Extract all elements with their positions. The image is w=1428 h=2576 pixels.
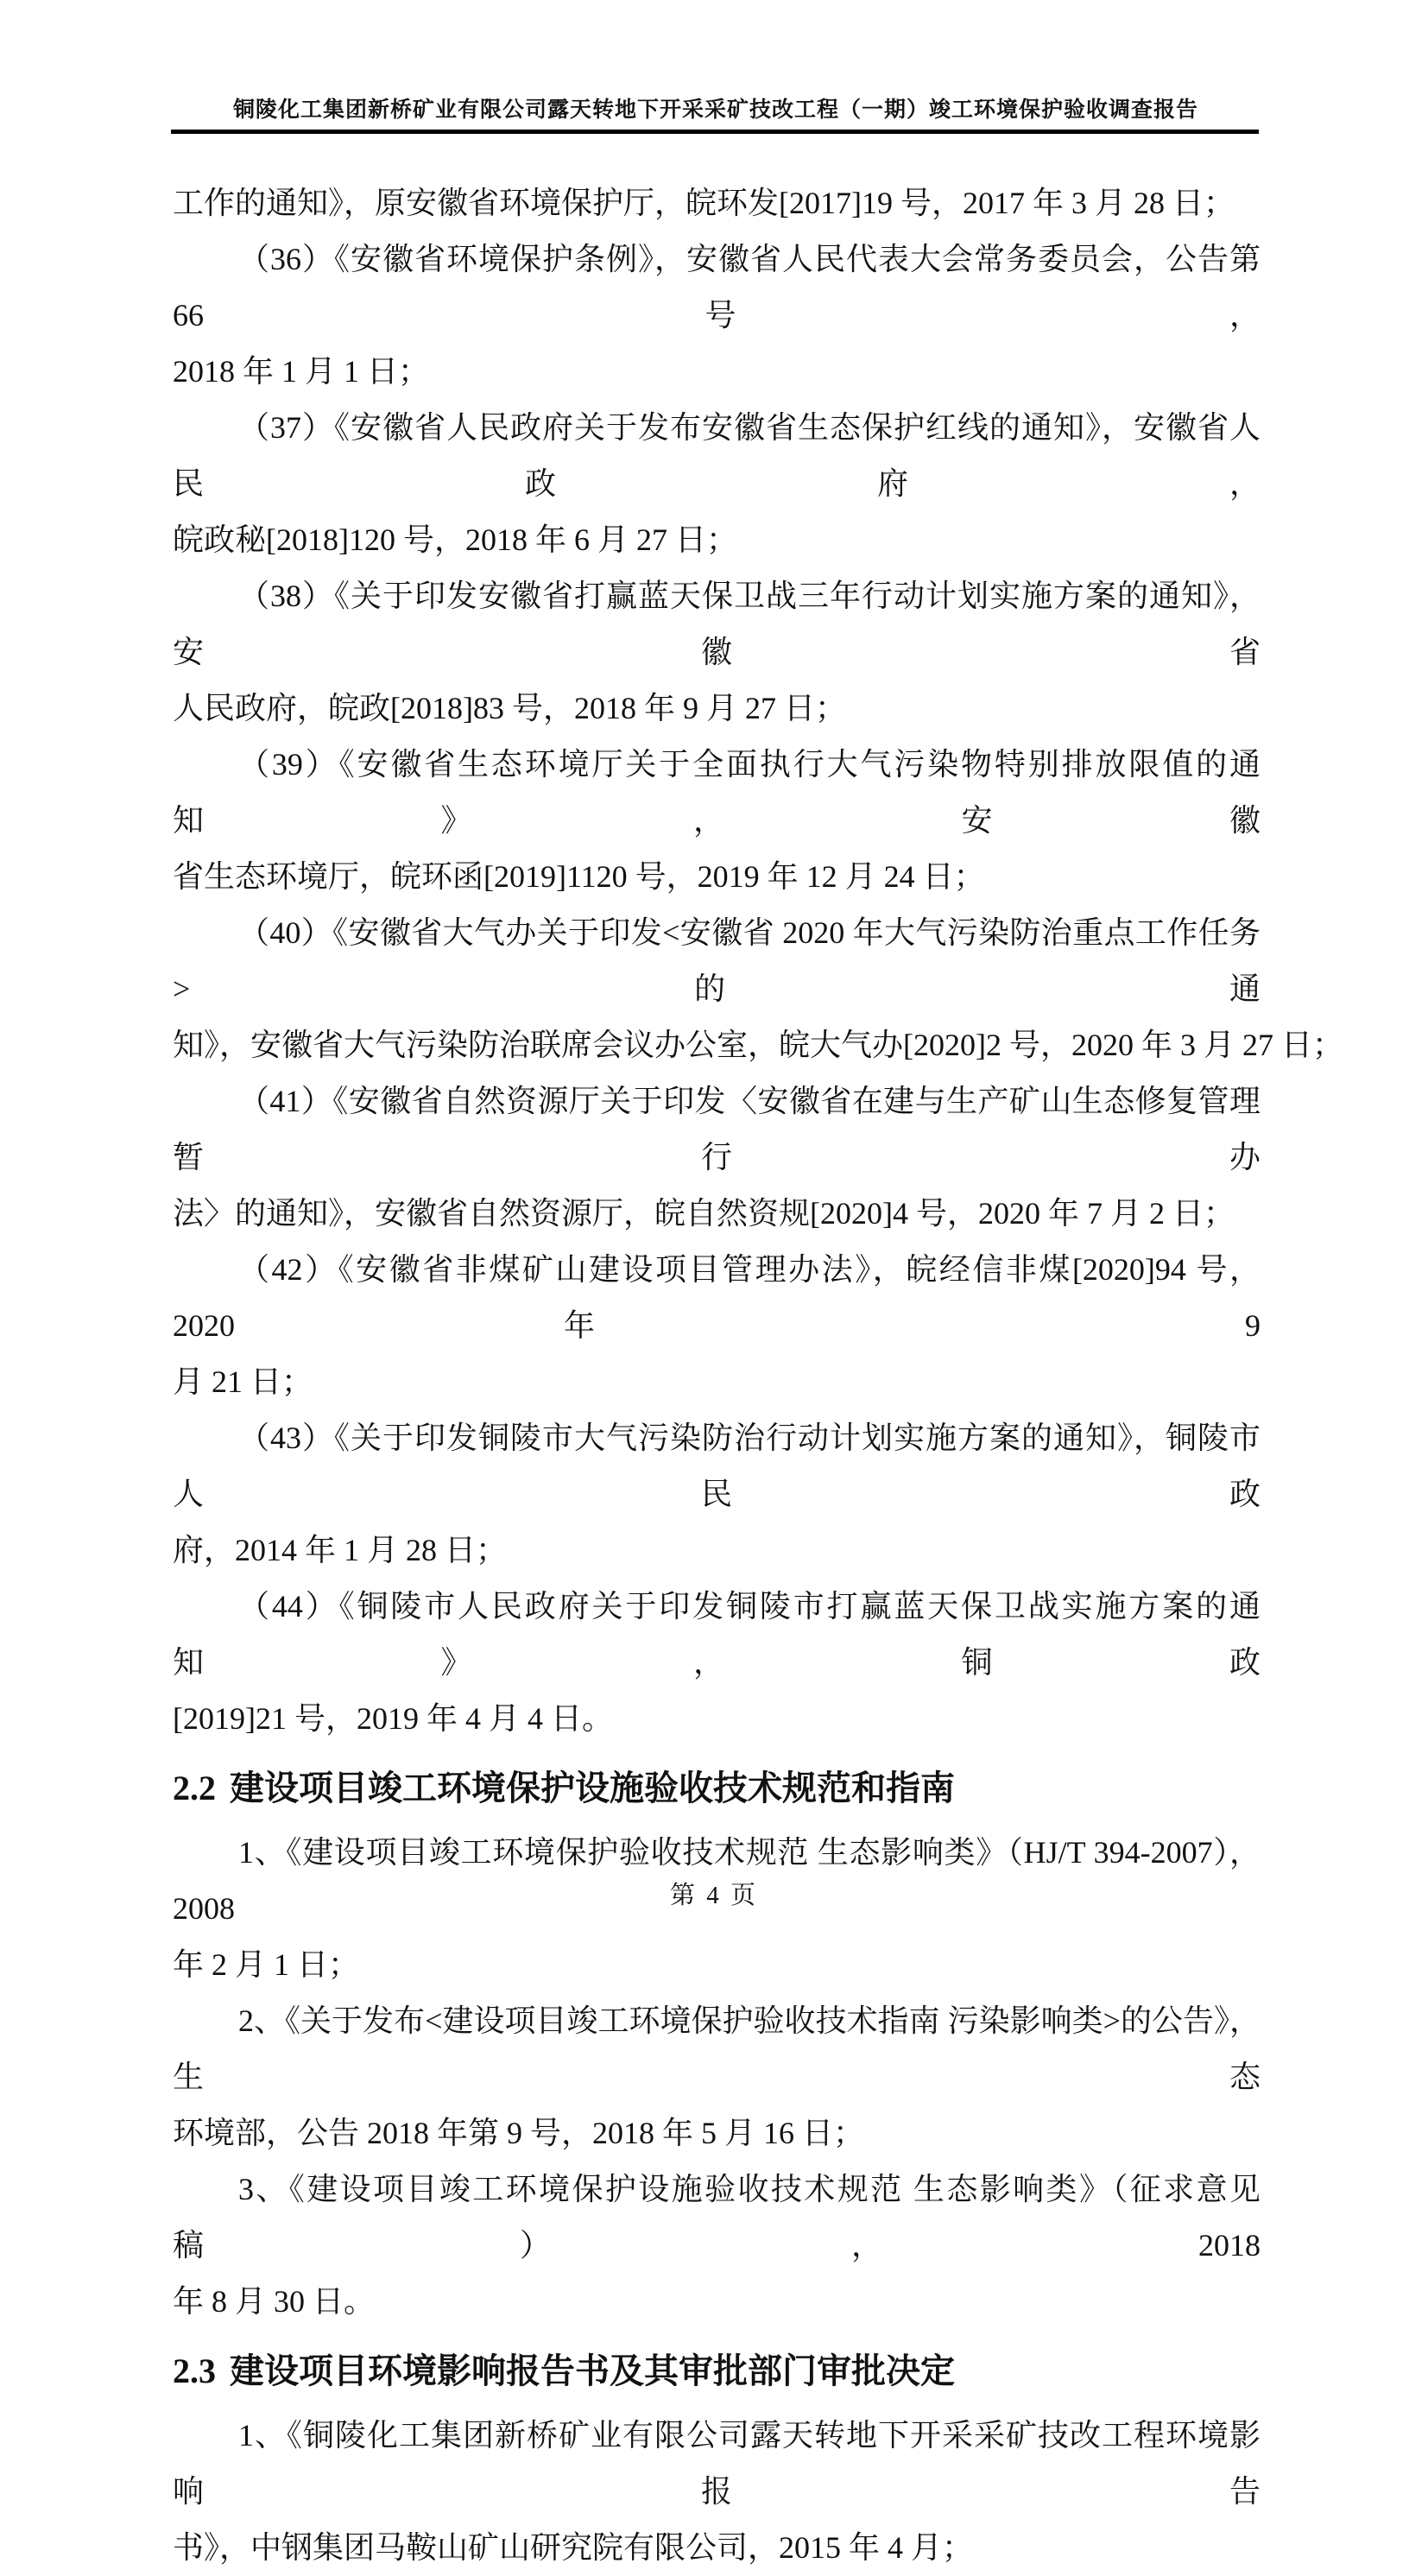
body-line: 1、《铜陵化工集团新桥矿业有限公司露天转地下开采采矿技改工程环境影响报告	[173, 2418, 1261, 2509]
body-line: 环境部，公告 2018 年第 9 号，2018 年 5 月 16 日；	[173, 2116, 865, 2150]
body-line: 书》，中钢集团马鞍山矿山研究院有限公司，2015 年 4 月；	[173, 2530, 974, 2565]
body-line: 月 21 日；	[173, 1364, 313, 1399]
body-line: 皖政秘[2018]120 号，2018 年 6 月 27 日；	[173, 522, 737, 557]
body-line: 3、《建设项目竣工环境保护设施验收技术规范 生态影响类》（征求意见稿），2018	[173, 2172, 1261, 2263]
section-number: 2.3	[173, 2351, 216, 2390]
document-body	[173, 175, 1343, 2576]
page-header-title: 铜陵化工集团新桥矿业有限公司露天转地下开采采矿技改工程（一期）竣工环境保护验收调查报告	[232, 98, 1198, 122]
body-line: （40）《安徽省大气办关于印发<安徽省 2020 年大气污染防治重点工作任务>的通	[173, 915, 1261, 1006]
body-line: （42）《安徽省非煤矿山建设项目管理办法》，皖经信非煤[2020]94 号，2020 年 9	[173, 1252, 1261, 1343]
body-line: 法〉的通知》，安徽省自然资源厅，皖自然资规[2020]4 号，2020 年 7 月 2 日；	[173, 1196, 1235, 1231]
body-line: （36）《安徽省环境保护条例》，安徽省人民代表大会常务委员会，公告第 66 号，	[173, 242, 1261, 332]
body-line: 2、《关于发布<建设项目竣工环境保护验收技术指南 污染影响类>的公告》，生态	[173, 2003, 1261, 2094]
body-line: 省生态环境厅，皖环函[2019]1120 号，2019 年 12 月 24 日；	[173, 859, 985, 894]
body-line: （43）《关于印发铜陵市大气污染防治行动计划实施方案的通知》，铜陵市人民政	[173, 1421, 1261, 1511]
body-line: 1、《建设项目竣工环境保护验收技术规范 生态影响类》（HJ/T 394-2007），2008	[173, 1835, 1261, 1926]
body-line: [2019]21 号，2019 年 4 月 4 日。	[173, 1701, 613, 1736]
section-title: 建设项目竣工环境保护设施验收技术规范和指南	[230, 1769, 955, 1807]
section-heading-2-3	[173, 2342, 1261, 2401]
page-number-footer: 第 4 页	[669, 1882, 758, 1909]
section-number: 2.2	[173, 1769, 216, 1807]
body-line: 工作的通知》，原安徽省环境保护厅，皖环发[2017]19 号，2017 年 3 月 28 日；	[173, 186, 1235, 220]
body-line: 年 2 月 1 日；	[173, 1947, 360, 1982]
section-heading-2-2	[173, 1759, 1261, 1818]
body-line: （37）《安徽省人民政府关于发布安徽省生态保护红线的通知》，安徽省人民政府，	[173, 410, 1261, 501]
body-line: （44）《铜陵市人民政府关于印发铜陵市打赢蓝天保卫战实施方案的通知》，铜政	[173, 1589, 1261, 1680]
body-line: 府，2014 年 1 月 28 日；	[173, 1533, 508, 1567]
body-line: 2018 年 1 月 1 日；	[173, 354, 430, 389]
body-line: 人民政府，皖政[2018]83 号，2018 年 9 月 27 日；	[173, 691, 846, 725]
body-line: 知》，安徽省大气污染防治联席会议办公室，皖大气办[2020]2 号，2020 年 3 月 27 日；	[173, 1028, 1343, 1062]
section-title: 建设项目环境影响报告书及其审批部门审批决定	[230, 2351, 955, 2390]
body-line: （41）《安徽省自然资源厅关于印发〈安徽省在建与生产矿山生态修复管理暂行办	[173, 1084, 1261, 1174]
body-line: 年 8 月 30 日。	[173, 2284, 376, 2319]
body-line: （39）《安徽省生态环境厅关于全面执行大气污染物特别排放限值的通知》，安徽	[173, 747, 1261, 838]
body-line: （38）《关于印发安徽省打赢蓝天保卫战三年行动计划实施方案的通知》，安徽省	[173, 579, 1261, 669]
header-rule	[171, 130, 1259, 134]
